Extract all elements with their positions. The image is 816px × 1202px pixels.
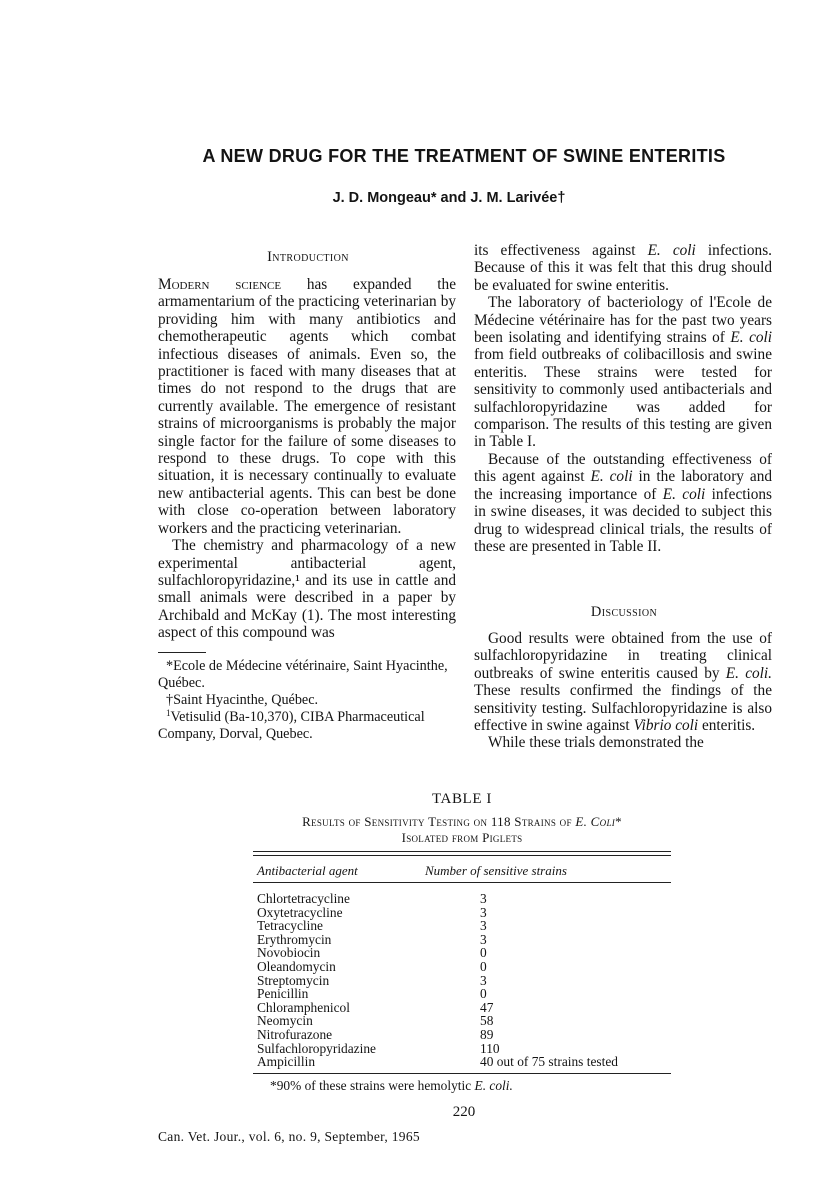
caption-ecoli: E. Coli bbox=[575, 814, 616, 829]
page-number: 220 bbox=[452, 1104, 476, 1120]
p4-text-c: infections in swine diseases, it was decided to subject this drug to widespread clinical trials, the results of these are presented in Table II. bbox=[474, 485, 772, 555]
table-caption-line-2: Isolated from Piglets bbox=[401, 830, 523, 845]
p4-text-a: Because of the outstanding effectiveness of this agent against bbox=[474, 450, 772, 486]
p3-text-a: The laboratory of bacteriology of l'Ecole de Médecine vétérinaire has for the past two years been isolating and identifying strains of bbox=[474, 294, 772, 347]
intro-lead-words: Modern science bbox=[158, 276, 282, 293]
p4-ecoli: E. coli bbox=[590, 468, 633, 486]
table-cell-agent: Penicillin bbox=[257, 986, 309, 1002]
p3-ecoli: E. coli bbox=[730, 329, 773, 347]
table-body bbox=[257, 892, 671, 1069]
table-cell-count: 3 bbox=[480, 904, 487, 920]
column-header-count: Number of sensitive strains bbox=[425, 863, 567, 878]
p2-cont-text-b: infections. Because of this it was felt that this drug should be evaluated for swine enteritis. bbox=[474, 242, 772, 294]
table-cell-count: 3 bbox=[480, 931, 487, 947]
table-row bbox=[257, 892, 671, 906]
intro-paragraph-2: The chemistry and pharmacology of a new experimental antibacterial agent, sulfachloropyridazine,¹ and its use in cattle and small animals were described in a paper by Archibald and McKay (1). The most interesting aspect of this compound was bbox=[158, 537, 456, 642]
table-row bbox=[257, 1042, 671, 1056]
table-cell-agent: Chloramphenicol bbox=[257, 999, 350, 1015]
discussion-paragraph-2: While these trials demonstrated the bbox=[488, 734, 704, 752]
footnote-3 bbox=[158, 709, 456, 743]
table-caption bbox=[226, 814, 698, 846]
table-cell-agent: Sulfachloropyridazine bbox=[257, 1040, 376, 1056]
table-bottom-rule bbox=[253, 1073, 671, 1074]
footnote-1: *Ecole de Médecine vétérinaire, Saint Hyacinthe, Québec. bbox=[158, 658, 448, 691]
table-cell-count: 47 bbox=[480, 999, 494, 1015]
intro-paragraph-2-continued bbox=[474, 242, 772, 294]
table-top-rule bbox=[253, 851, 671, 852]
table-cell-count: 0 bbox=[480, 986, 487, 1002]
table-row bbox=[257, 1014, 671, 1028]
table-cell-count: 110 bbox=[480, 1040, 500, 1056]
caption-text-a: Results of Sensitivity Testing on 118 Strains of bbox=[302, 814, 576, 829]
table-row bbox=[257, 946, 671, 960]
table-row bbox=[257, 906, 671, 920]
d1-text-a: Good results were obtained from the use of sulfachloropyridazine in treating clinical outbreaks of swine enteritis caused by bbox=[474, 630, 772, 682]
table-cell-count: 3 bbox=[480, 918, 487, 934]
table-cell-agent: Ampicillin bbox=[257, 1054, 316, 1070]
table-row bbox=[257, 960, 671, 974]
table-cell-agent: Nitrofurazone bbox=[257, 1026, 333, 1042]
table-row bbox=[257, 1001, 671, 1015]
p2-cont-ecoli: E. coli bbox=[647, 242, 696, 259]
intro-paragraph-1-text: has expanded the armamentarium of the practicing veterinarian by providing him with many antibiotics and chemotherapeutic agents which combat infectious diseases of animals. Even so, the practitioner is faced with many diseases that at times do not respond to the drugs that are currently available. The emergence of resistant strains of microorganisms is probably the major single factor for the failure of some diseases to respond to these drugs. To cope with this situation, it is necessary continually to evaluate new antibacterial agents. This can best be done with close co-operation between laboratory workers and the practicing veterinarian. bbox=[158, 276, 456, 537]
article-title: A NEW DRUG FOR THE TREATMENT OF SWINE ENTERITIS bbox=[202, 146, 726, 166]
right-column bbox=[474, 242, 772, 555]
table-cell-agent: Tetracycline bbox=[257, 918, 323, 934]
table-cell-agent: Erythromycin bbox=[257, 931, 332, 947]
table-cell-count: 40 out of 75 strains tested bbox=[480, 1054, 618, 1070]
d1-text-b: These results confirmed the findings of the sensitivity testing. Sulfachloropyridazine is also effective in swine against bbox=[474, 682, 772, 735]
journal-citation: Can. Vet. Jour., vol. 6, no. 9, September, 1965 bbox=[158, 1129, 420, 1144]
table-title: TABLE I bbox=[431, 791, 493, 807]
table-cell-count: 89 bbox=[480, 1026, 494, 1042]
table-cell-agent: Neomycin bbox=[257, 1013, 313, 1029]
table-footnote bbox=[270, 1078, 513, 1094]
table-header-rule bbox=[253, 882, 671, 883]
intro-paragraph-1 bbox=[158, 276, 456, 537]
d1-ecoli: E. coli. bbox=[725, 664, 772, 682]
table-cell-agent: Oleandomycin bbox=[257, 958, 336, 974]
d1-text-c: enteritis. bbox=[698, 717, 756, 735]
p3-text-b: from field outbreaks of colibacillosis and swine enteritis. These strains were tested for sensitivity to commonly used antibacterials and sulfachloropyridazine was added for comparison. The results of this testing are given in Table I. bbox=[474, 346, 772, 451]
table-caption-line-1 bbox=[226, 814, 698, 830]
table-cell-agent: Oxytetracycline bbox=[257, 904, 343, 920]
footnote-2: †Saint Hyacinthe, Québec. bbox=[166, 692, 319, 708]
discussion-paragraph-1 bbox=[474, 630, 772, 734]
footnote-3-mark: 1 bbox=[166, 708, 171, 718]
footnote-rule bbox=[158, 652, 206, 653]
p4-text-b: in the laboratory and the increasing importance of bbox=[474, 468, 773, 503]
table-row bbox=[257, 1028, 671, 1042]
table-footnote-ecoli: E. coli. bbox=[474, 1078, 513, 1093]
footnote-3-text: Vetisulid (Ba-10,370), CIBA Pharmaceutical Company, Dorval, Quebec. bbox=[158, 709, 425, 742]
table-cell-agent: Chlortetracycline bbox=[257, 891, 350, 906]
table-top-rule-2 bbox=[253, 855, 671, 856]
table-cell-count: 0 bbox=[480, 958, 487, 974]
table-row bbox=[257, 919, 671, 933]
p4-ecoli-2: E. coli bbox=[662, 485, 706, 503]
d1-vibrio: Vibrio coli bbox=[633, 717, 699, 735]
discussion-column bbox=[474, 630, 772, 752]
discussion-heading: Discussion bbox=[590, 604, 658, 620]
article-authors: J. D. Mongeau* and J. M. Larivée† bbox=[332, 190, 566, 206]
caption-asterisk: * bbox=[615, 814, 622, 829]
intro-paragraph-3 bbox=[474, 294, 772, 451]
table-cell-count: 3 bbox=[480, 972, 487, 988]
table-cell-count: 3 bbox=[480, 891, 487, 906]
table-row bbox=[257, 987, 671, 1001]
intro-paragraph-4 bbox=[474, 451, 772, 555]
table-cell-agent: Novobiocin bbox=[257, 945, 321, 961]
table-cell-count: 58 bbox=[480, 1013, 494, 1029]
p2-cont-text-a: its effectiveness against bbox=[474, 242, 648, 259]
left-column bbox=[158, 276, 456, 642]
footnotes bbox=[158, 658, 456, 743]
table-row bbox=[257, 974, 671, 988]
table-cell-agent: Streptomycin bbox=[257, 972, 330, 988]
column-header-agent: Antibacterial agent bbox=[257, 863, 358, 878]
table-row bbox=[257, 933, 671, 947]
table-row bbox=[257, 1055, 671, 1069]
introduction-heading: Introduction bbox=[267, 249, 349, 265]
table-cell-count: 0 bbox=[480, 945, 487, 961]
table-footnote-text: *90% of these strains were hemolytic bbox=[270, 1078, 475, 1093]
